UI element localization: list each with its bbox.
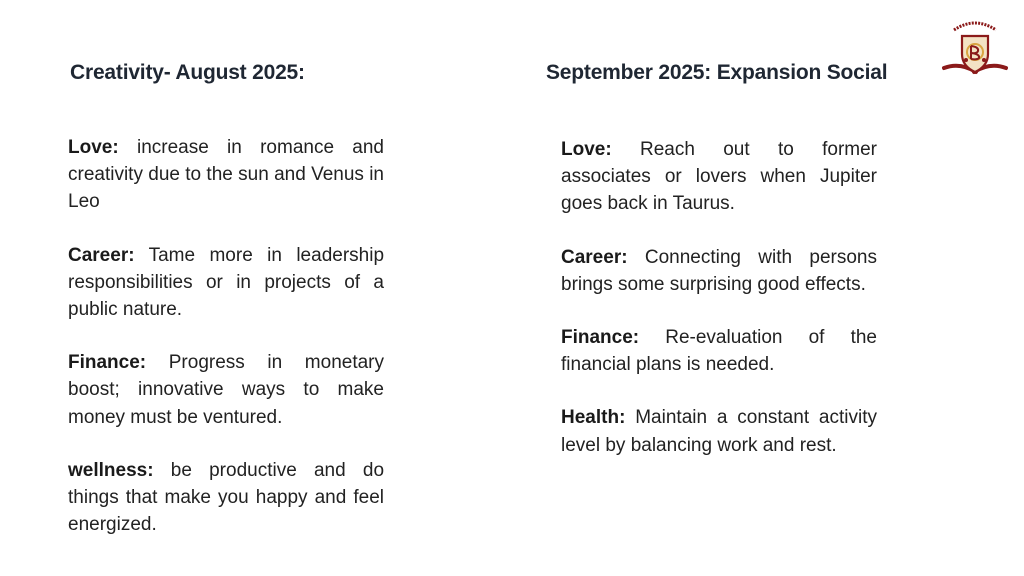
finance-label: Finance: — [68, 352, 147, 374]
love-text: increase in romance and creativity due to the sun and Venus in Leo — [68, 137, 384, 213]
love-label: Love: — [561, 139, 612, 160]
august-love-paragraph — [68, 134, 384, 216]
september-finance-paragraph — [561, 324, 877, 378]
september-2025-heading: September 2025: Expansion Social — [546, 61, 888, 84]
finance-text: Re-evaluation of the financial plans is needed. — [561, 327, 877, 376]
logo-dot-left — [964, 58, 968, 62]
love-label: Love: — [68, 137, 119, 158]
august-wellness-paragraph — [68, 457, 384, 539]
love-text: Reach out to former associates or lovers when Jupiter goes back in Taurus. — [561, 139, 877, 215]
september-health-paragraph — [561, 404, 877, 458]
august-career-paragraph — [68, 242, 384, 324]
august-finance-paragraph — [68, 349, 384, 431]
august-forecast-column — [68, 134, 384, 564]
career-text: Connecting with persons brings some surprising good effects. — [561, 246, 877, 295]
september-love-paragraph — [561, 136, 877, 218]
wellness-label: wellness: — [68, 459, 154, 481]
august-2025-heading: Creativity- August 2025: — [70, 61, 305, 84]
logo-dot-right — [982, 58, 986, 62]
health-text: Maintain a constant activity level by balancing work and rest. — [561, 407, 877, 456]
brand-logo-icon — [940, 14, 1010, 80]
september-forecast-column — [561, 136, 877, 485]
september-career-paragraph — [561, 244, 877, 298]
finance-label: Finance: — [561, 327, 640, 349]
wellness-text: be productive and do things that make you happy and feel energized. — [68, 459, 385, 536]
career-text: Tame more in leadership responsibilities or in projects of a public nature. — [68, 244, 385, 321]
finance-text: Progress in monetary boost; innovative ways to make money must be ventured. — [68, 352, 385, 428]
career-label: Career: — [68, 244, 135, 266]
career-label: Career: — [561, 246, 628, 268]
health-label: Health: — [561, 407, 626, 429]
logo-script-arc — [954, 23, 996, 30]
